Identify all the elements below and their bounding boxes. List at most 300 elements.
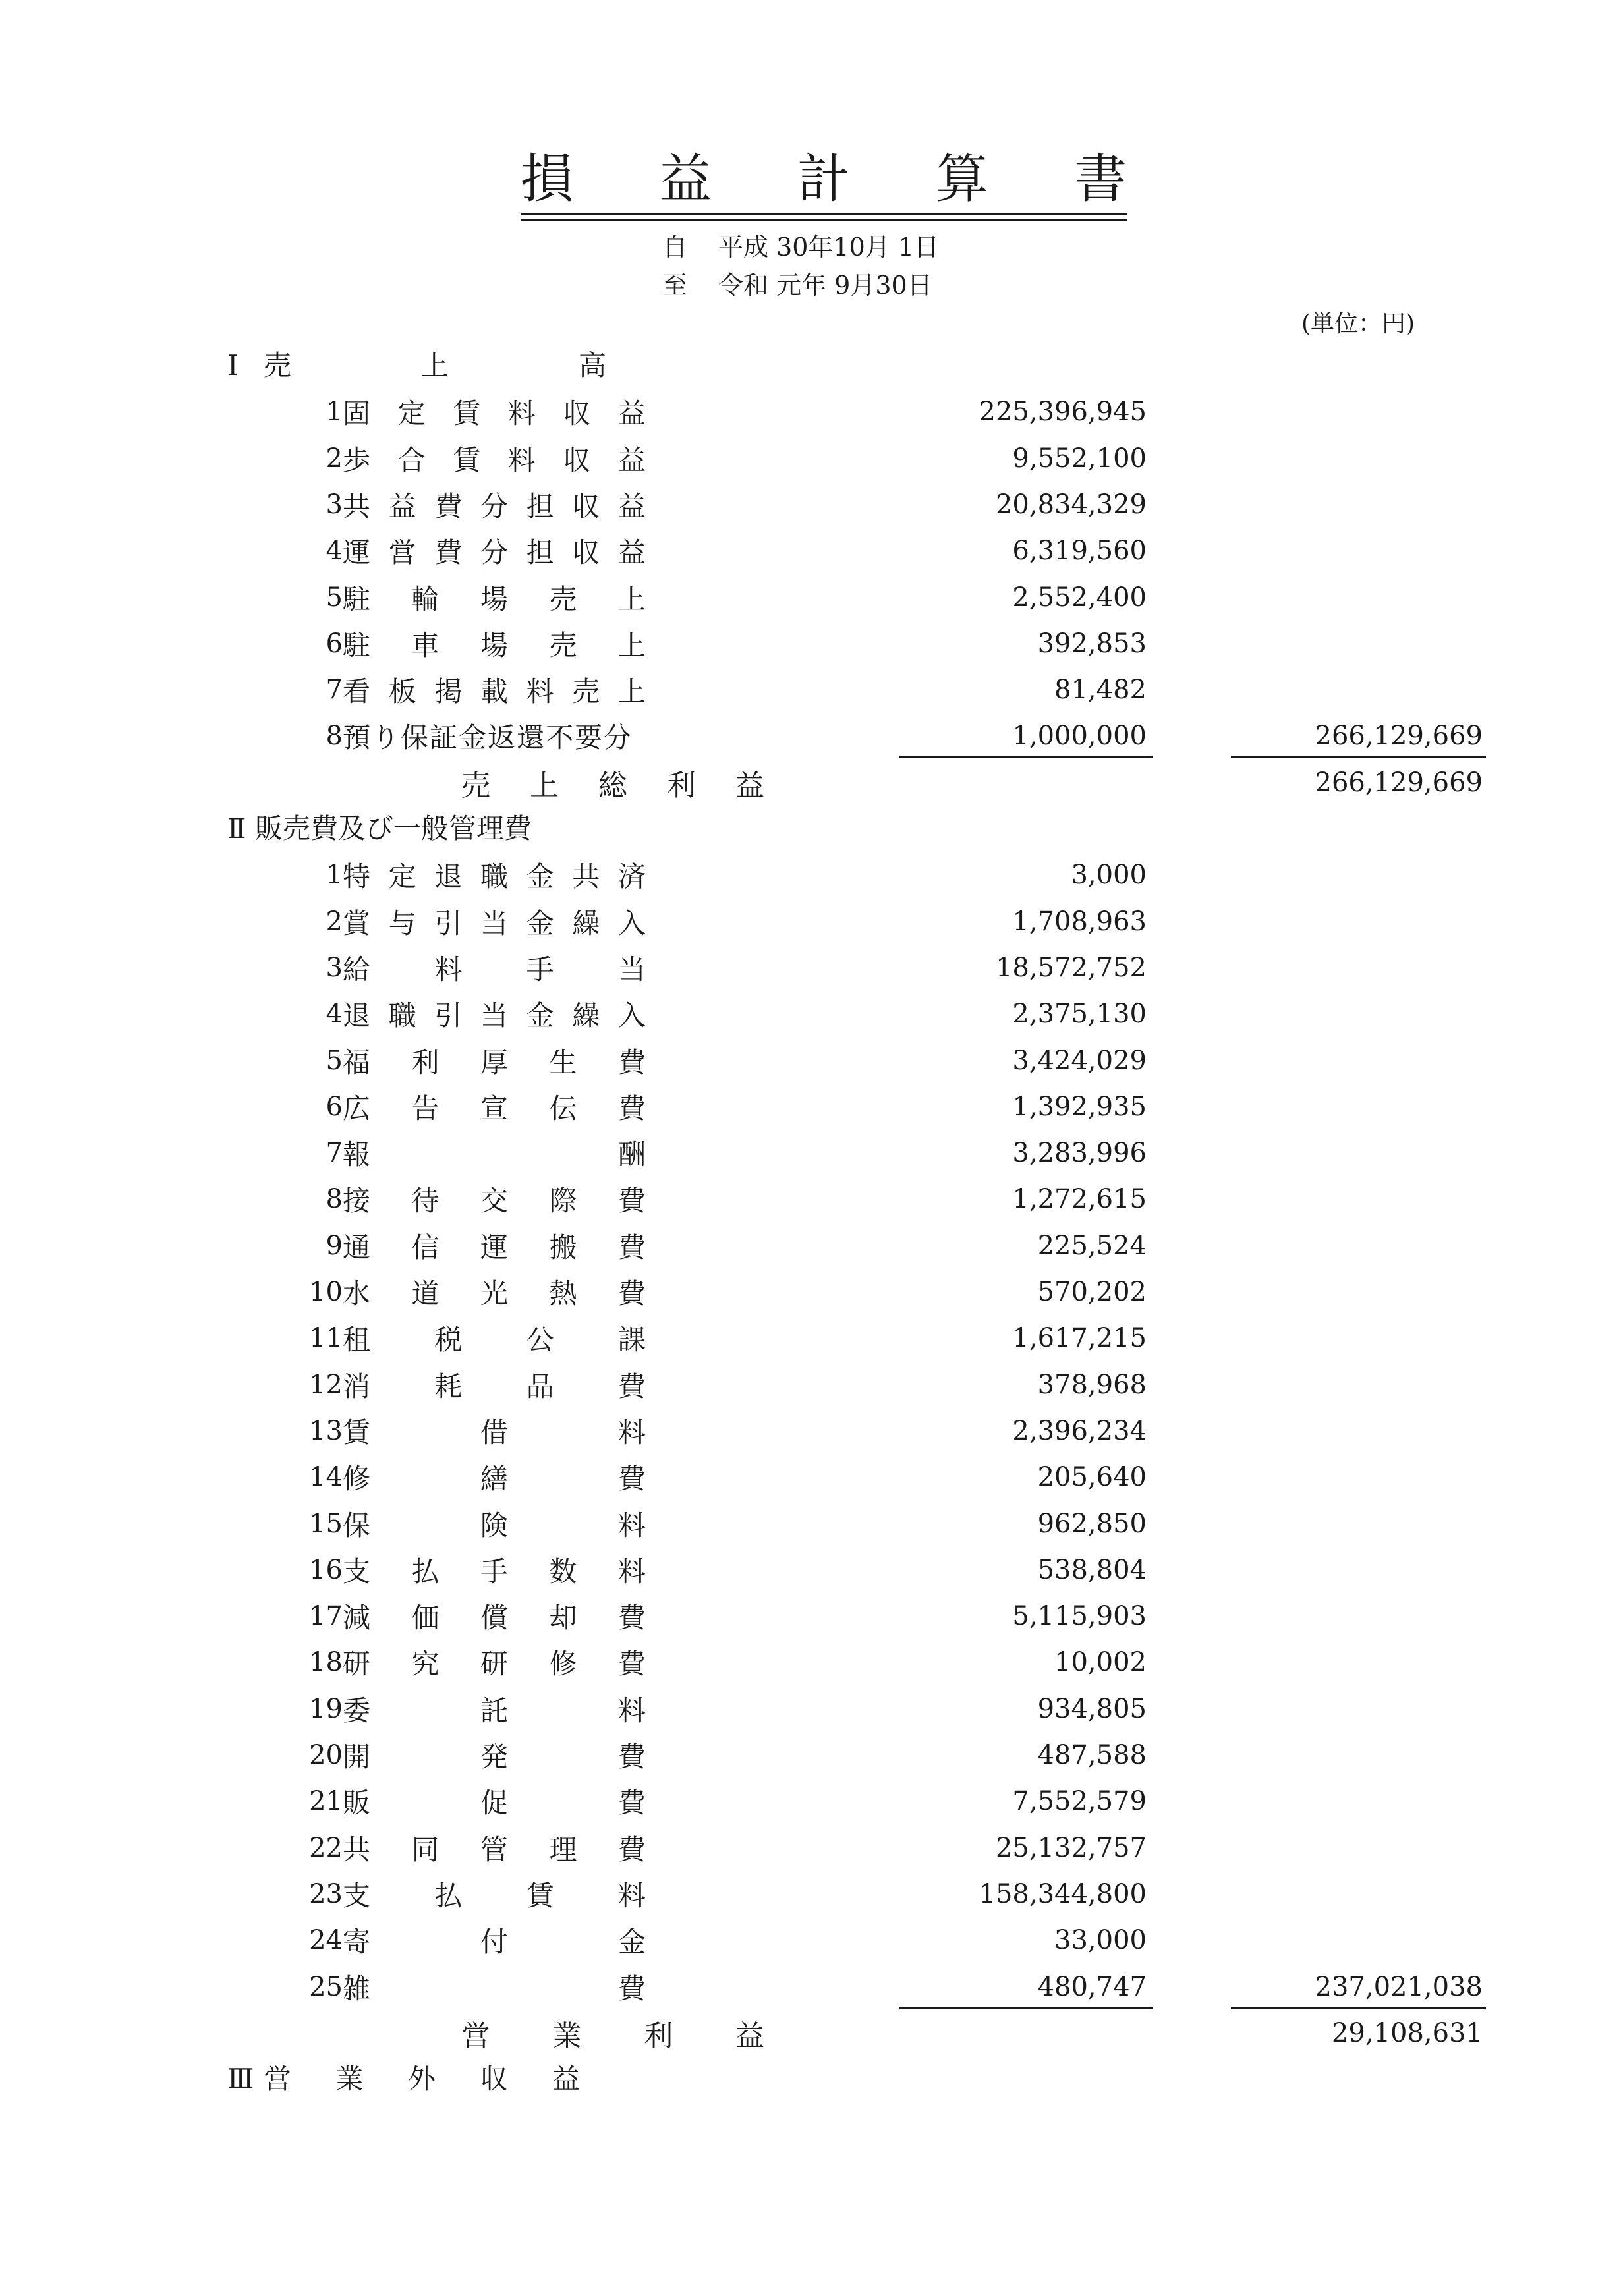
label-char: 費 — [434, 536, 463, 569]
section-heading-nonop — [0, 2056, 1621, 2102]
label-char: 課 — [617, 1324, 646, 1357]
label-char: 業 — [552, 2019, 582, 2053]
line-item — [0, 1084, 1621, 1130]
label-char: 耗 — [434, 1370, 463, 1403]
label-char: 消 — [343, 1370, 371, 1403]
item-amount: 570,202 — [1037, 1277, 1147, 1307]
label-char: 益 — [617, 536, 646, 569]
label-char: 板 — [388, 675, 416, 708]
label-char: 費 — [617, 1370, 646, 1403]
label-char: 生 — [549, 1046, 577, 1078]
item-amount: 1,392,935 — [1012, 1091, 1147, 1122]
label-char: 料 — [617, 1509, 646, 1542]
item-amount: 5,115,903 — [1012, 1601, 1147, 1632]
label-char: 費 — [617, 1092, 646, 1125]
period-to-label: 至 — [662, 271, 688, 300]
label-char: 上 — [530, 768, 559, 802]
line-item — [0, 1964, 1621, 2010]
label-char: 接 — [343, 1185, 371, 1218]
item-label — [343, 621, 646, 667]
label-char: 料 — [434, 953, 463, 986]
label-char: 品 — [526, 1370, 554, 1403]
item-amount: 1,272,615 — [1012, 1184, 1147, 1215]
item-label — [343, 899, 646, 945]
item-amount: 225,524 — [1037, 1230, 1147, 1261]
label-char: 賃 — [453, 397, 481, 430]
item-amount: 205,640 — [1037, 1462, 1147, 1493]
label-char: 道 — [411, 1277, 440, 1310]
label-char: 証 — [430, 721, 458, 754]
label-char: 上 — [420, 349, 449, 381]
label-char: 外 — [407, 2063, 436, 2096]
label-char: 収 — [572, 536, 600, 569]
label-char: 益 — [735, 2019, 764, 2053]
label-char: 運 — [480, 1231, 508, 1264]
label-char: 水 — [343, 1277, 371, 1310]
label-char: 定 — [397, 397, 426, 430]
label-char: 広 — [343, 1092, 371, 1125]
label-char: 支 — [343, 1879, 371, 1912]
label-char: 待 — [411, 1185, 440, 1218]
item-number: 4 — [326, 536, 343, 567]
label-char: 賃 — [453, 443, 481, 476]
label-char: 賃 — [526, 1879, 554, 1912]
line-item — [0, 435, 1621, 482]
label-char: 返 — [488, 721, 516, 754]
section-total-amount: 266,129,669 — [1315, 721, 1483, 752]
label-char: 租 — [343, 1324, 371, 1357]
item-number: 8 — [326, 1184, 343, 1215]
item-amount: 538,804 — [1037, 1554, 1147, 1585]
label-char: 料 — [617, 1555, 646, 1588]
label-char: 通 — [343, 1231, 371, 1264]
label-char: 担 — [526, 536, 554, 569]
line-item — [0, 713, 1621, 759]
label-char: 繰 — [572, 999, 600, 1032]
section-heading-sales — [0, 343, 1621, 389]
label-char: 福 — [343, 1046, 371, 1078]
label-char: り — [372, 721, 400, 754]
item-amount: 25,132,757 — [995, 1832, 1147, 1863]
label-char: 委 — [343, 1694, 371, 1727]
item-label — [343, 852, 646, 898]
item-amount: 158,344,800 — [979, 1878, 1147, 1909]
subtotal-row — [0, 760, 1621, 806]
label-char: 研 — [480, 1648, 508, 1681]
label-char: 付 — [480, 1926, 508, 1959]
label-char: 益 — [388, 490, 416, 522]
label-char: 告 — [411, 1092, 440, 1125]
line-item — [0, 1547, 1621, 1593]
label-char: 営 — [461, 2019, 490, 2053]
item-label — [343, 1686, 646, 1732]
label-char: 熱 — [549, 1277, 577, 1310]
label-char: 収 — [572, 490, 600, 522]
item-number: 18 — [309, 1647, 343, 1678]
label-char: 還 — [517, 721, 545, 754]
label-char: 輪 — [411, 582, 440, 615]
item-number: 5 — [326, 1045, 343, 1076]
label-char: 運 — [343, 536, 371, 569]
label-char: 金 — [526, 907, 554, 939]
item-label — [343, 1315, 646, 1361]
sum-underline — [899, 2007, 1153, 2009]
label-char: 収 — [563, 443, 591, 476]
label-char: 共 — [343, 490, 371, 522]
label-char: 同 — [411, 1833, 440, 1866]
line-item — [0, 1639, 1621, 1685]
label-char: 開 — [343, 1741, 371, 1773]
label-char: 収 — [563, 397, 591, 430]
label-char: 払 — [411, 1555, 440, 1588]
label-char: 当 — [480, 999, 508, 1032]
item-amount: 9,552,100 — [1012, 443, 1147, 474]
label-char: 退 — [343, 999, 371, 1032]
label-char: 場 — [480, 629, 508, 661]
total-underline — [1231, 756, 1486, 758]
label-char: 上 — [617, 675, 646, 708]
title-char: 計 — [797, 148, 850, 210]
item-amount: 20,834,329 — [995, 489, 1147, 520]
label-char: 預 — [343, 721, 371, 754]
item-number: 23 — [309, 1878, 343, 1909]
item-label — [343, 1084, 646, 1130]
label-char: 払 — [434, 1879, 463, 1912]
label-char: 促 — [480, 1787, 508, 1820]
item-label — [343, 1038, 646, 1084]
line-item — [0, 1223, 1621, 1269]
label-char: 修 — [343, 1463, 371, 1496]
label-char: 光 — [480, 1277, 508, 1310]
item-number: 15 — [309, 1508, 343, 1539]
item-number: 5 — [326, 582, 343, 613]
label-char: 売 — [549, 582, 577, 615]
label-char: 掲 — [434, 675, 463, 708]
label-char: 却 — [549, 1602, 577, 1635]
item-label — [343, 1223, 646, 1269]
label-char: 費 — [617, 1787, 646, 1820]
item-number: 16 — [309, 1554, 343, 1585]
label-char: 営 — [388, 536, 416, 569]
label-char: 価 — [411, 1602, 440, 1635]
label-char: 酬 — [617, 1138, 646, 1171]
label-char: 給 — [343, 953, 371, 986]
item-label — [343, 482, 646, 528]
item-label — [343, 574, 646, 621]
label-char: 分 — [480, 536, 508, 569]
label-char: 利 — [667, 768, 696, 802]
item-number: 7 — [326, 1138, 343, 1169]
item-amount: 81,482 — [1054, 675, 1147, 706]
item-number: 25 — [309, 1971, 343, 2002]
label-char: 搬 — [549, 1231, 577, 1264]
item-number: 13 — [309, 1415, 343, 1446]
label-char: 収 — [480, 2063, 508, 2096]
line-item — [0, 389, 1621, 435]
item-amount: 2,552,400 — [1012, 582, 1147, 613]
label-char: 特 — [343, 860, 371, 893]
item-label — [343, 667, 646, 713]
label-char: 済 — [617, 860, 646, 893]
item-label — [343, 1917, 646, 1963]
item-amount: 3,283,996 — [1012, 1138, 1147, 1169]
title-char: 損 — [521, 148, 573, 210]
item-number: 6 — [326, 1091, 343, 1122]
label-char: 費 — [617, 1648, 646, 1681]
label-char: 保 — [343, 1509, 371, 1542]
title-char: 書 — [1074, 148, 1127, 210]
label-char: 当 — [480, 907, 508, 939]
label-char: 伝 — [549, 1092, 577, 1125]
label-char: 共 — [572, 860, 600, 893]
label-char: 税 — [434, 1324, 463, 1357]
label-char: 要 — [575, 721, 603, 754]
line-item — [0, 1362, 1621, 1408]
label-char: 高 — [578, 349, 606, 381]
label-char: 繕 — [480, 1463, 508, 1496]
label-char: 当 — [617, 953, 646, 986]
line-item — [0, 1454, 1621, 1500]
item-number: 6 — [326, 628, 343, 659]
item-number: 22 — [309, 1832, 343, 1863]
item-number: 1 — [326, 397, 343, 428]
label-char: 与 — [388, 907, 416, 939]
item-amount: 1,000,000 — [1012, 721, 1147, 752]
label-char: 費 — [617, 1602, 646, 1635]
line-item — [0, 1269, 1621, 1315]
item-label — [343, 1871, 646, 1917]
label-char: 売 — [572, 675, 600, 708]
label-char: 減 — [343, 1602, 371, 1635]
label-char: 費 — [434, 490, 463, 522]
label-char: 支 — [343, 1555, 371, 1588]
label-char: 金 — [617, 1926, 646, 1959]
item-label — [343, 945, 646, 991]
label-char: 職 — [480, 860, 508, 893]
item-amount: 225,396,945 — [979, 397, 1147, 428]
label-char: 報 — [343, 1138, 371, 1171]
item-label — [343, 1778, 646, 1824]
label-char: 繰 — [572, 907, 600, 939]
label-char: 営 — [264, 2063, 292, 2096]
line-item — [0, 667, 1621, 713]
label-char: 車 — [411, 629, 440, 661]
label-char: 料 — [617, 1416, 646, 1449]
item-label — [343, 1593, 646, 1639]
total-underline — [1231, 2007, 1486, 2009]
label-char: 益 — [617, 443, 646, 476]
label-char: 寄 — [343, 1926, 371, 1959]
item-label — [343, 1825, 646, 1871]
label-char: 益 — [552, 2063, 580, 2096]
item-amount: 378,968 — [1037, 1369, 1147, 1400]
label-char: 売 — [264, 349, 292, 381]
line-item — [0, 482, 1621, 528]
line-item — [0, 945, 1621, 991]
item-amount: 934,805 — [1037, 1693, 1147, 1724]
label-char: 費 — [617, 1463, 646, 1496]
item-number: 3 — [326, 489, 343, 520]
label-char: 修 — [549, 1648, 577, 1681]
item-amount: 962,850 — [1037, 1508, 1147, 1539]
line-item — [0, 1176, 1621, 1222]
label-char: 費 — [617, 1833, 646, 1866]
item-amount: 10,002 — [1054, 1647, 1147, 1678]
label-char: 分 — [604, 721, 632, 754]
subtotal-row — [0, 2010, 1621, 2056]
label-char: 手 — [480, 1555, 508, 1588]
label-char: 公 — [526, 1324, 554, 1357]
item-label — [343, 1964, 646, 2010]
label-char: 入 — [617, 907, 646, 939]
period-to-date: 令和 元年 9月30日 — [718, 271, 932, 300]
sum-underline — [899, 756, 1153, 758]
item-amount: 33,000 — [1054, 1925, 1147, 1956]
label-char: 看 — [343, 675, 371, 708]
label-char: 託 — [480, 1694, 508, 1727]
item-label — [343, 1362, 646, 1408]
label-char: 益 — [617, 490, 646, 522]
label-char: 費 — [617, 1185, 646, 1218]
item-amount: 3,424,029 — [1012, 1045, 1147, 1076]
label-char: 料 — [526, 675, 554, 708]
label-char: 担 — [526, 490, 554, 522]
label-char: 料 — [507, 397, 536, 430]
label-char: 分 — [480, 490, 508, 522]
label-char: 定 — [388, 860, 416, 893]
section-heading-sga — [0, 806, 1621, 852]
label-char: 借 — [480, 1416, 508, 1449]
label-char: 益 — [617, 397, 646, 430]
item-number: 4 — [326, 999, 343, 1030]
label-char: 費 — [617, 1741, 646, 1773]
label-char: 固 — [343, 397, 371, 430]
line-item — [0, 528, 1621, 574]
label-char: 保 — [401, 721, 429, 754]
line-item — [0, 1593, 1621, 1639]
item-number: 3 — [326, 952, 343, 983]
item-label — [343, 1176, 646, 1222]
item-number: 11 — [309, 1323, 343, 1354]
item-number: 19 — [309, 1693, 343, 1724]
line-item — [0, 1917, 1621, 1963]
item-amount: 7,552,579 — [1012, 1786, 1147, 1817]
item-label — [343, 435, 646, 482]
label-char: 厚 — [480, 1046, 508, 1078]
label-char: 際 — [549, 1185, 577, 1218]
subtotal-amount: 266,129,669 — [1315, 767, 1483, 798]
subtotal-label — [461, 760, 764, 806]
label-char: 信 — [411, 1231, 440, 1264]
label-char: 料 — [507, 443, 536, 476]
item-label — [343, 1454, 646, 1500]
label-char: 載 — [480, 675, 508, 708]
line-item — [0, 1778, 1621, 1824]
line-item — [0, 1038, 1621, 1084]
item-number: 9 — [326, 1230, 343, 1261]
label-char: 険 — [480, 1509, 508, 1542]
section-title — [264, 2056, 580, 2102]
item-label — [343, 1501, 646, 1547]
label-char: 利 — [411, 1046, 440, 1078]
label-char: 歩 — [343, 443, 371, 476]
label-char: 引 — [434, 999, 463, 1032]
item-number: 20 — [309, 1740, 343, 1770]
item-label — [343, 1732, 646, 1778]
item-label — [343, 528, 646, 574]
item-number: 12 — [309, 1369, 343, 1400]
item-number: 7 — [326, 675, 343, 706]
item-amount: 2,396,234 — [1012, 1415, 1147, 1446]
label-char: 駐 — [343, 582, 371, 615]
item-label — [343, 991, 646, 1037]
item-amount: 480,747 — [1037, 1971, 1147, 2002]
label-char: 費 — [617, 1277, 646, 1310]
section-title — [264, 343, 606, 389]
item-number: 1 — [326, 860, 343, 891]
title-char: 算 — [936, 148, 988, 210]
item-number: 8 — [326, 721, 343, 752]
item-amount: 392,853 — [1037, 628, 1147, 659]
label-char: 賃 — [343, 1416, 371, 1449]
section-total-amount: 237,021,038 — [1315, 1971, 1483, 2002]
label-char: 料 — [617, 1694, 646, 1727]
item-amount: 487,588 — [1037, 1740, 1147, 1770]
label-char: 金 — [459, 721, 487, 754]
label-char: 不 — [546, 721, 574, 754]
item-label — [343, 1408, 646, 1454]
item-number: 17 — [309, 1601, 343, 1632]
line-item — [0, 899, 1621, 945]
line-item — [0, 1315, 1621, 1361]
label-char: 費 — [617, 1046, 646, 1078]
label-char: 総 — [598, 768, 627, 802]
item-number: 10 — [309, 1277, 343, 1307]
item-label — [343, 1639, 646, 1685]
label-char: 手 — [526, 953, 554, 986]
label-char: 賞 — [343, 907, 371, 939]
label-char: 費 — [617, 1972, 646, 2005]
label-char: 販 — [343, 1787, 371, 1820]
item-label — [343, 1547, 646, 1593]
label-char: 金 — [526, 999, 554, 1032]
item-amount: 6,319,560 — [1012, 536, 1147, 567]
item-label — [343, 1130, 646, 1176]
label-char: 益 — [735, 768, 764, 802]
label-char: 上 — [617, 629, 646, 661]
title-double-rule-top — [521, 213, 1127, 215]
item-amount: 18,572,752 — [995, 952, 1147, 983]
item-number: 14 — [309, 1462, 343, 1493]
line-item — [0, 1732, 1621, 1778]
item-amount: 1,617,215 — [1012, 1323, 1147, 1354]
subtotal-label — [461, 2010, 764, 2056]
title-char: 益 — [659, 148, 712, 210]
label-char: 宣 — [480, 1092, 508, 1125]
label-char: 引 — [434, 907, 463, 939]
line-item — [0, 621, 1621, 667]
line-item — [0, 574, 1621, 621]
title-double-rule-bottom — [521, 219, 1127, 221]
label-char: 管 — [480, 1833, 508, 1866]
label-char: 償 — [480, 1602, 508, 1635]
label-char: 退 — [434, 860, 463, 893]
line-item — [0, 1501, 1621, 1547]
item-number: 2 — [326, 443, 343, 474]
unit-label: (単位：円) — [1301, 310, 1415, 337]
label-char: 交 — [480, 1185, 508, 1218]
item-amount: 3,000 — [1071, 860, 1147, 891]
